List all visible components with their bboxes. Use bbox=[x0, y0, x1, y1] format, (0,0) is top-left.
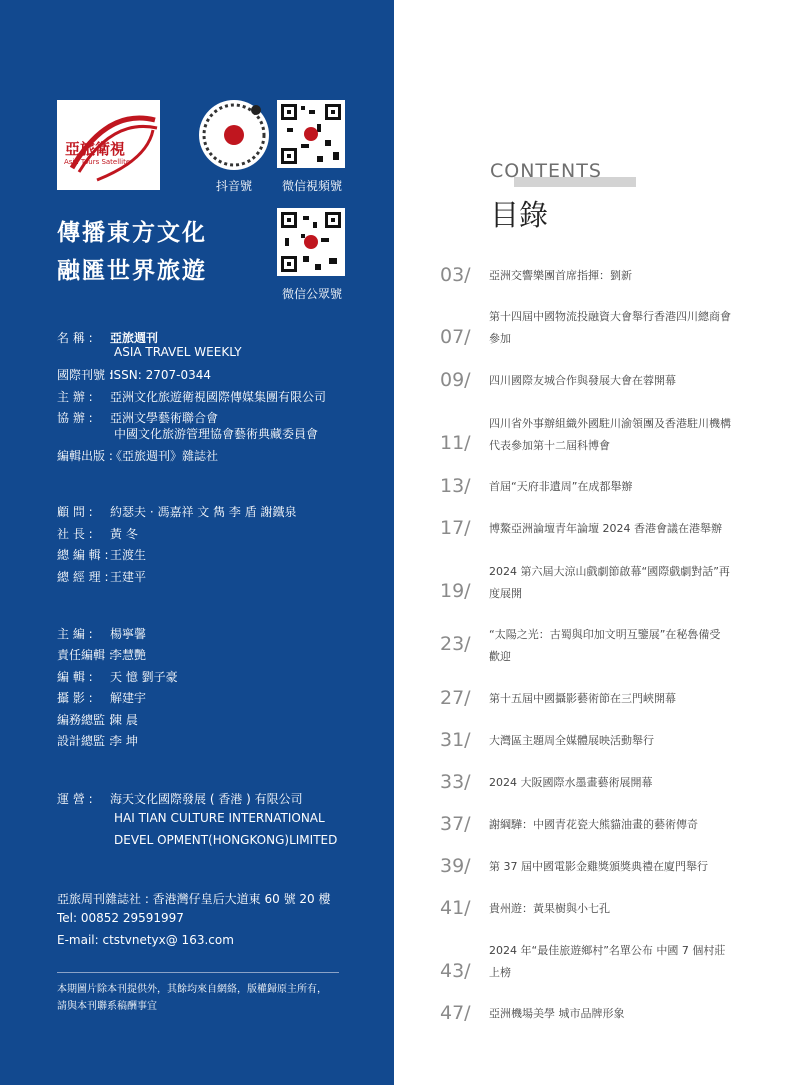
logo-subtitle: Asia Tours Satellite bbox=[64, 158, 131, 166]
text-segment: 編輯出版 : bbox=[57, 449, 113, 463]
text-segment: 主 辦 : bbox=[57, 390, 93, 404]
staff-row bbox=[57, 546, 146, 563]
staff-row bbox=[57, 503, 297, 520]
cohost-row-2: 中國文化旅游管理協會藝術典藏委員會 bbox=[114, 427, 319, 441]
text-segment: 名 稱 : bbox=[57, 331, 93, 345]
operator-en-2: DEVEL OPMENT(HONGKONG)LIMITED bbox=[114, 833, 338, 847]
toc-title[interactable] bbox=[489, 856, 751, 878]
text-segment: 亞洲機場美學 城市品牌形象 bbox=[489, 1007, 625, 1020]
toc-page[interactable]: 31/ bbox=[440, 729, 471, 751]
staff-row bbox=[57, 689, 146, 706]
staff-row bbox=[57, 625, 146, 642]
toc-page[interactable]: 43/ bbox=[440, 960, 471, 982]
text-segment: 四川國際友城合作與發展大會在蓉開幕 bbox=[489, 374, 676, 387]
text-segment: 陳 晨 bbox=[110, 713, 138, 727]
telephone: Tel: 00852 29591997 bbox=[57, 911, 184, 925]
text-segment: 責任編輯 : bbox=[57, 648, 113, 662]
text-segment: 貴州遊：黃果樹與小七孔 bbox=[489, 902, 610, 915]
staff-row bbox=[57, 568, 146, 585]
operator-row bbox=[57, 790, 303, 807]
text-segment: 顧 問 : bbox=[57, 505, 93, 519]
text-segment: 度展開 bbox=[489, 587, 522, 600]
text-segment: 黃 冬 bbox=[110, 527, 138, 541]
masthead-panel bbox=[0, 0, 394, 1085]
text-segment: 四川省外事辦組織外國駐川渝領團及香港駐川機構 bbox=[489, 417, 731, 430]
douyin-qr bbox=[199, 100, 269, 170]
wechat-public-label: 微信公眾號 bbox=[281, 287, 342, 301]
email: E-mail: ctstvnetyx@ 163.com bbox=[57, 933, 234, 947]
text-segment: 攝 影 : bbox=[57, 691, 93, 705]
contents-panel bbox=[394, 0, 800, 1085]
text-segment: 《亞旅週刊》雜誌社 bbox=[110, 449, 219, 463]
toc-page[interactable]: 23/ bbox=[440, 633, 471, 655]
toc-title[interactable] bbox=[489, 688, 751, 710]
toc-title[interactable] bbox=[489, 624, 751, 668]
toc-page[interactable]: 03/ bbox=[440, 264, 471, 286]
text-segment: 亞洲文學藝術聯合會 bbox=[110, 411, 219, 425]
contents-heading: CONTENTS bbox=[490, 160, 602, 182]
toc-page[interactable]: 13/ bbox=[440, 475, 471, 497]
text-segment: 2024 年“最佳旅遊鄉村”名單公布 中國 7 個村莊 bbox=[489, 944, 726, 957]
toc-title[interactable] bbox=[489, 1003, 751, 1025]
text-segment: 總 編 輯 : bbox=[57, 548, 109, 562]
text-segment: 編務總監 : bbox=[57, 713, 113, 727]
issn-row bbox=[57, 366, 211, 383]
text-segment: 編 輯 : bbox=[57, 670, 93, 684]
text-segment: 2024 第六屆大涼山戲劇節啟幕“國際戲劇對話”再 bbox=[489, 565, 730, 578]
host-row bbox=[57, 388, 326, 405]
text-segment: 王建平 bbox=[110, 570, 147, 584]
toc-title[interactable] bbox=[489, 370, 751, 392]
text-segment: 國際刊號 : bbox=[57, 368, 113, 382]
brand-logo bbox=[57, 100, 160, 190]
toc-title[interactable] bbox=[489, 413, 751, 457]
staff-row bbox=[57, 711, 138, 728]
wechat-video-qr bbox=[277, 100, 345, 168]
text-segment: 亞洲文化旅遊衛視國際傳媒集團有限公司 bbox=[110, 390, 327, 404]
slogan-line-1: 傳播東方文化 bbox=[57, 220, 207, 246]
toc-title[interactable] bbox=[489, 265, 751, 287]
text-segment: 李 坤 bbox=[110, 734, 138, 748]
staff-row bbox=[57, 646, 146, 663]
text-segment: 第 37 屆中國電影金雞獎頒獎典禮在廈門舉行 bbox=[489, 860, 708, 873]
name-en: ASIA TRAVEL WEEKLY bbox=[114, 345, 242, 359]
text-segment: 亞洲交響樂團首席指揮：劉新 bbox=[489, 269, 632, 282]
text-segment: 首屆“天府非遺周”在成都舉辦 bbox=[489, 480, 633, 493]
text-segment: ISSN: 2707-0344 bbox=[110, 368, 212, 382]
toc-title[interactable] bbox=[489, 306, 751, 350]
text-segment: 天 憶 劉子豪 bbox=[110, 670, 178, 684]
copyright-notice-2: 請與本刊聯系稿酬事宜 bbox=[57, 1001, 157, 1012]
text-segment: 設計總監 : bbox=[57, 734, 113, 748]
text-segment: 歡迎 bbox=[489, 650, 511, 663]
toc-page[interactable]: 17/ bbox=[440, 517, 471, 539]
slogan-line-2: 融匯世界旅遊 bbox=[57, 258, 207, 284]
wechat-video-label: 微信視頻號 bbox=[281, 179, 342, 193]
address: 亞旅周刊雜誌社 : 香港灣仔皇后大道東 60 號 20 樓 bbox=[57, 892, 331, 906]
toc-page[interactable]: 47/ bbox=[440, 1002, 471, 1024]
text-segment: 博鰲亞洲論壇青年論壇 2024 香港會議在港舉辦 bbox=[489, 522, 722, 535]
logo-name: 亞旅衛視 bbox=[65, 140, 126, 158]
toc-page[interactable]: 09/ bbox=[440, 369, 471, 391]
text-segment: 約瑟夫 · 馮嘉祥 文 雋 李 盾 謝鐵泉 bbox=[110, 505, 297, 519]
toc-title[interactable] bbox=[489, 561, 751, 605]
toc-title[interactable] bbox=[489, 730, 751, 752]
toc-page[interactable]: 39/ bbox=[440, 855, 471, 877]
toc-title[interactable] bbox=[489, 898, 751, 920]
copyright-notice-1: 本期圖片除本刊提供外，其餘均來自網絡，版權歸原主所有， bbox=[57, 984, 327, 995]
text-segment: 謝綱驊：中國青花瓷大熊貓油畫的藝術傳奇 bbox=[489, 818, 698, 831]
toc-title[interactable] bbox=[489, 814, 751, 836]
toc-page[interactable]: 07/ bbox=[440, 326, 471, 348]
publisher-row bbox=[57, 447, 218, 464]
text-segment: 2024 大阪國際水墨畫藝術展開幕 bbox=[489, 776, 653, 789]
toc-page[interactable]: 33/ bbox=[440, 771, 471, 793]
toc-page[interactable]: 11/ bbox=[440, 432, 471, 454]
text-segment: 解建宇 bbox=[110, 691, 147, 705]
cohost-row bbox=[57, 409, 218, 426]
toc-page[interactable]: 41/ bbox=[440, 897, 471, 919]
text-segment: 亞旅週刊 bbox=[110, 331, 159, 345]
staff-row bbox=[57, 732, 138, 749]
toc-title[interactable] bbox=[489, 476, 751, 498]
text-segment: 參加 bbox=[489, 332, 511, 345]
text-segment: 第十四屆中國物流投融資大會舉行香港四川總商會 bbox=[489, 310, 731, 323]
text-segment: 李慧艷 bbox=[110, 648, 147, 662]
toc-page[interactable]: 37/ bbox=[440, 813, 471, 835]
text-segment: 主 編 : bbox=[57, 627, 93, 641]
text-segment: 上榜 bbox=[489, 966, 511, 979]
text-segment: 總 經 理 : bbox=[57, 570, 109, 584]
toc-page[interactable]: 19/ bbox=[440, 580, 471, 602]
toc-title[interactable] bbox=[489, 940, 751, 984]
staff-row bbox=[57, 668, 178, 685]
text-segment: 協 辦 : bbox=[57, 411, 93, 425]
toc-page[interactable]: 27/ bbox=[440, 687, 471, 709]
text-segment: 運 營 : bbox=[57, 792, 93, 806]
text-segment: “太陽之光：古蜀與印加文明互鑒展”在秘魯備受 bbox=[489, 628, 721, 641]
text-segment: 王渡生 bbox=[110, 548, 147, 562]
divider bbox=[57, 972, 339, 973]
contents-heading-zh: 目錄 bbox=[490, 198, 549, 232]
toc-title[interactable] bbox=[489, 518, 751, 540]
text-segment: 代表參加第十二屆科博會 bbox=[489, 439, 610, 452]
text-segment: 社 長 : bbox=[57, 527, 93, 541]
text-segment: 大灣區主題周全媒體展映活動舉行 bbox=[489, 734, 654, 747]
toc-title[interactable] bbox=[489, 772, 751, 794]
text-segment: 楊寧馨 bbox=[110, 627, 147, 641]
name-row bbox=[57, 329, 158, 346]
staff-row bbox=[57, 525, 138, 542]
text-segment: 第十五屆中國攝影藝術節在三門峽開幕 bbox=[489, 692, 676, 705]
wechat-public-qr bbox=[277, 208, 345, 276]
douyin-label: 抖音號 bbox=[215, 179, 252, 193]
operator-en-1: HAI TIAN CULTURE INTERNATIONAL bbox=[114, 811, 325, 825]
text-segment: 海天文化國際發展 ( 香港 ) 有限公司 bbox=[110, 792, 303, 806]
